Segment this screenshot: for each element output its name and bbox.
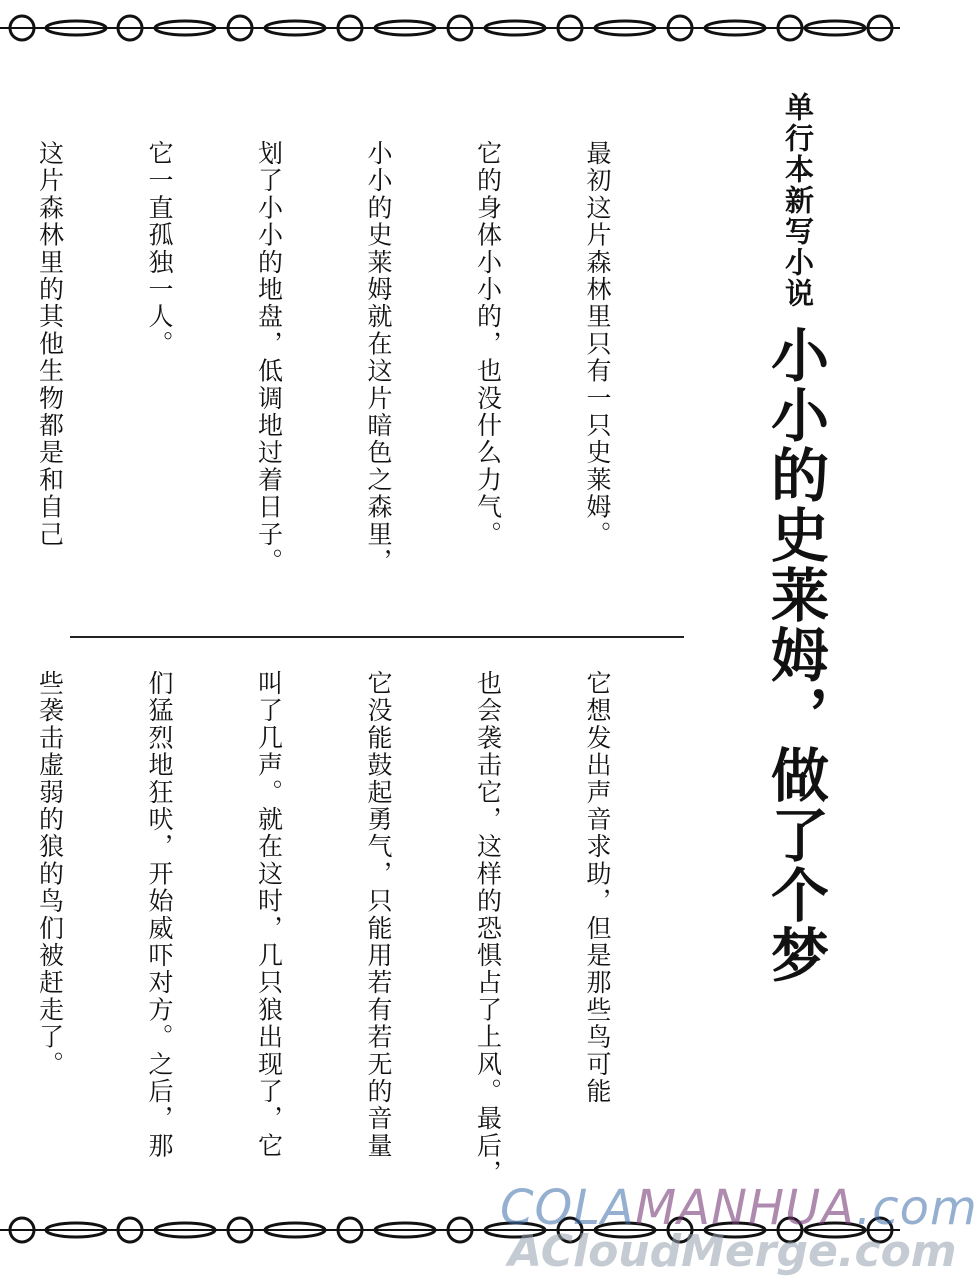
- series-label: 单行本新写小说: [781, 92, 815, 309]
- text-column: 些袭击虚弱的狼的鸟们被赶走了。: [35, 670, 65, 1078]
- text-column: 它想发出声音求助，但是那些鸟可能: [583, 670, 612, 1106]
- text-column: 它一直孤独一人。: [145, 140, 174, 358]
- text-column: 最初这片森林里只有一只史莱姆。: [583, 140, 612, 548]
- watermark-cola: COLA: [500, 1180, 635, 1236]
- text-column: 它没能鼓起勇气，只能用若有若无的音量: [364, 670, 393, 1160]
- text-column: 它的身体小小的，也没什么力气。: [473, 140, 503, 548]
- text-column: 们猛烈地狂吠，开始威吓对方。之后，那: [145, 670, 174, 1160]
- watermark-acloudmerge: ACloudMerge.com: [508, 1226, 957, 1277]
- section-divider: [70, 636, 684, 638]
- top-chain-border: [0, 8, 900, 48]
- text-column: 划了小小的地盘，低调地过着日子。: [254, 140, 284, 576]
- upper-text-block: [0, 140, 688, 620]
- text-column: 这片森林里的其他生物都是和自己: [35, 140, 65, 548]
- text-column: 也会袭击它，这样的恐惧占了上风。最后，: [473, 670, 503, 1187]
- lower-text-block: [0, 670, 688, 1210]
- watermark-com: .com: [855, 1180, 978, 1236]
- story-title: 小小的史莱姆，做了个梦: [761, 325, 829, 985]
- text-column: 小小的史莱姆就在这片暗色之森里，: [364, 140, 393, 576]
- watermark-manhua: MANHUA: [634, 1180, 856, 1236]
- text-column: 叫了几声。就在这时，几只狼出现了，它: [254, 670, 284, 1160]
